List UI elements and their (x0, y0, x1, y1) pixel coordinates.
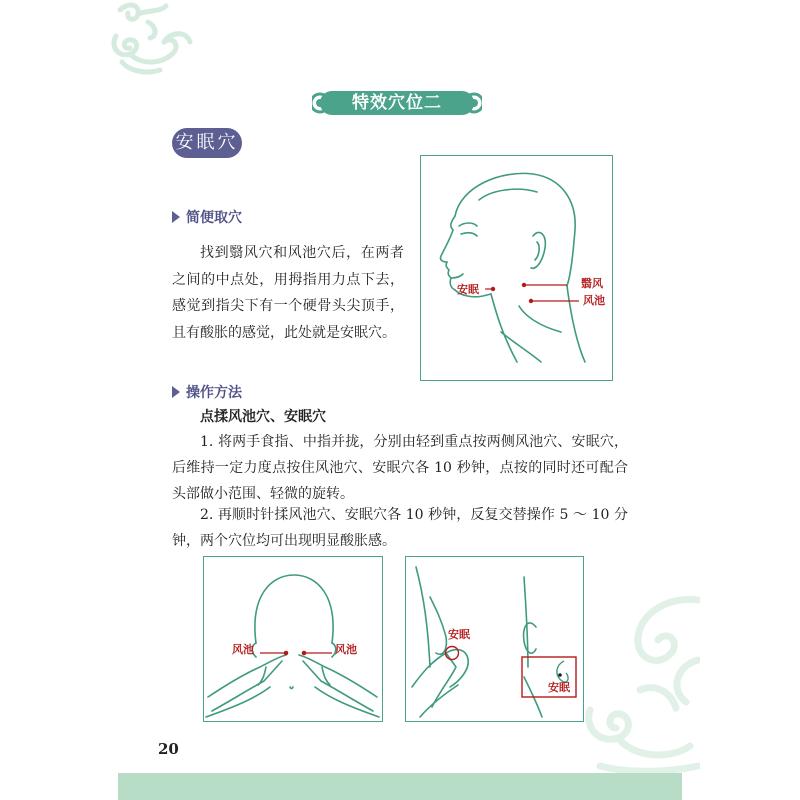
anmian-top-label: 安眠 (448, 628, 470, 641)
triangle-bullet-icon (172, 211, 180, 223)
banner-title: 特效穴位二 (352, 93, 442, 113)
locate-heading-text: 简便取穴 (186, 210, 242, 226)
method-step-1: 1. 将两手食指、中指并拢，分别由轻到重点按两侧风池穴、安眠穴，后维持一定力度点按住风池穴、安眠穴各 10 秒钟，点按的同时还可配合头部做小范围、轻微的旋转。 (172, 434, 628, 502)
yifeng-label: 翳风 (581, 277, 603, 290)
acupoint-name-badge: 安眠穴 (172, 128, 242, 158)
cloud-ornament-icon (108, 0, 198, 75)
head-profile-figure (420, 155, 613, 381)
method-subtitle: 点揉风池穴、安眠穴 (200, 409, 326, 425)
fengchi-right-label: 风池 (335, 643, 357, 656)
method-section-heading (172, 383, 242, 403)
anmian-label: 安眠 (457, 283, 479, 296)
section-banner (312, 88, 482, 118)
triangle-bullet-icon (172, 386, 180, 398)
anmian-inset-label: 安眠 (548, 681, 570, 694)
method-heading-text: 操作方法 (186, 385, 242, 401)
locate-section-heading (172, 208, 242, 228)
method-step-2: 2. 再顺时针揉风池穴、安眠穴各 10 秒钟，反复交替操作 5 ～ 10 分钟，两个穴位均可出现明显酸胀感。 (172, 507, 628, 549)
page-number: 20 (158, 740, 179, 758)
side-head-figure (405, 556, 584, 722)
back-head-figure (203, 556, 383, 722)
fengchi-label: 风池 (583, 294, 605, 307)
fengchi-left-label: 风池 (232, 643, 254, 656)
locate-description: 找到翳风穴和风池穴后，在两者之间的中点处，用拇指用力点下去，感觉到指尖下有一个硬骨头尖顶手，且有酸胀的感觉，此处就是安眠穴。 (172, 245, 404, 341)
cloud-ornament-icon (580, 590, 700, 775)
footer-bar (118, 773, 682, 800)
